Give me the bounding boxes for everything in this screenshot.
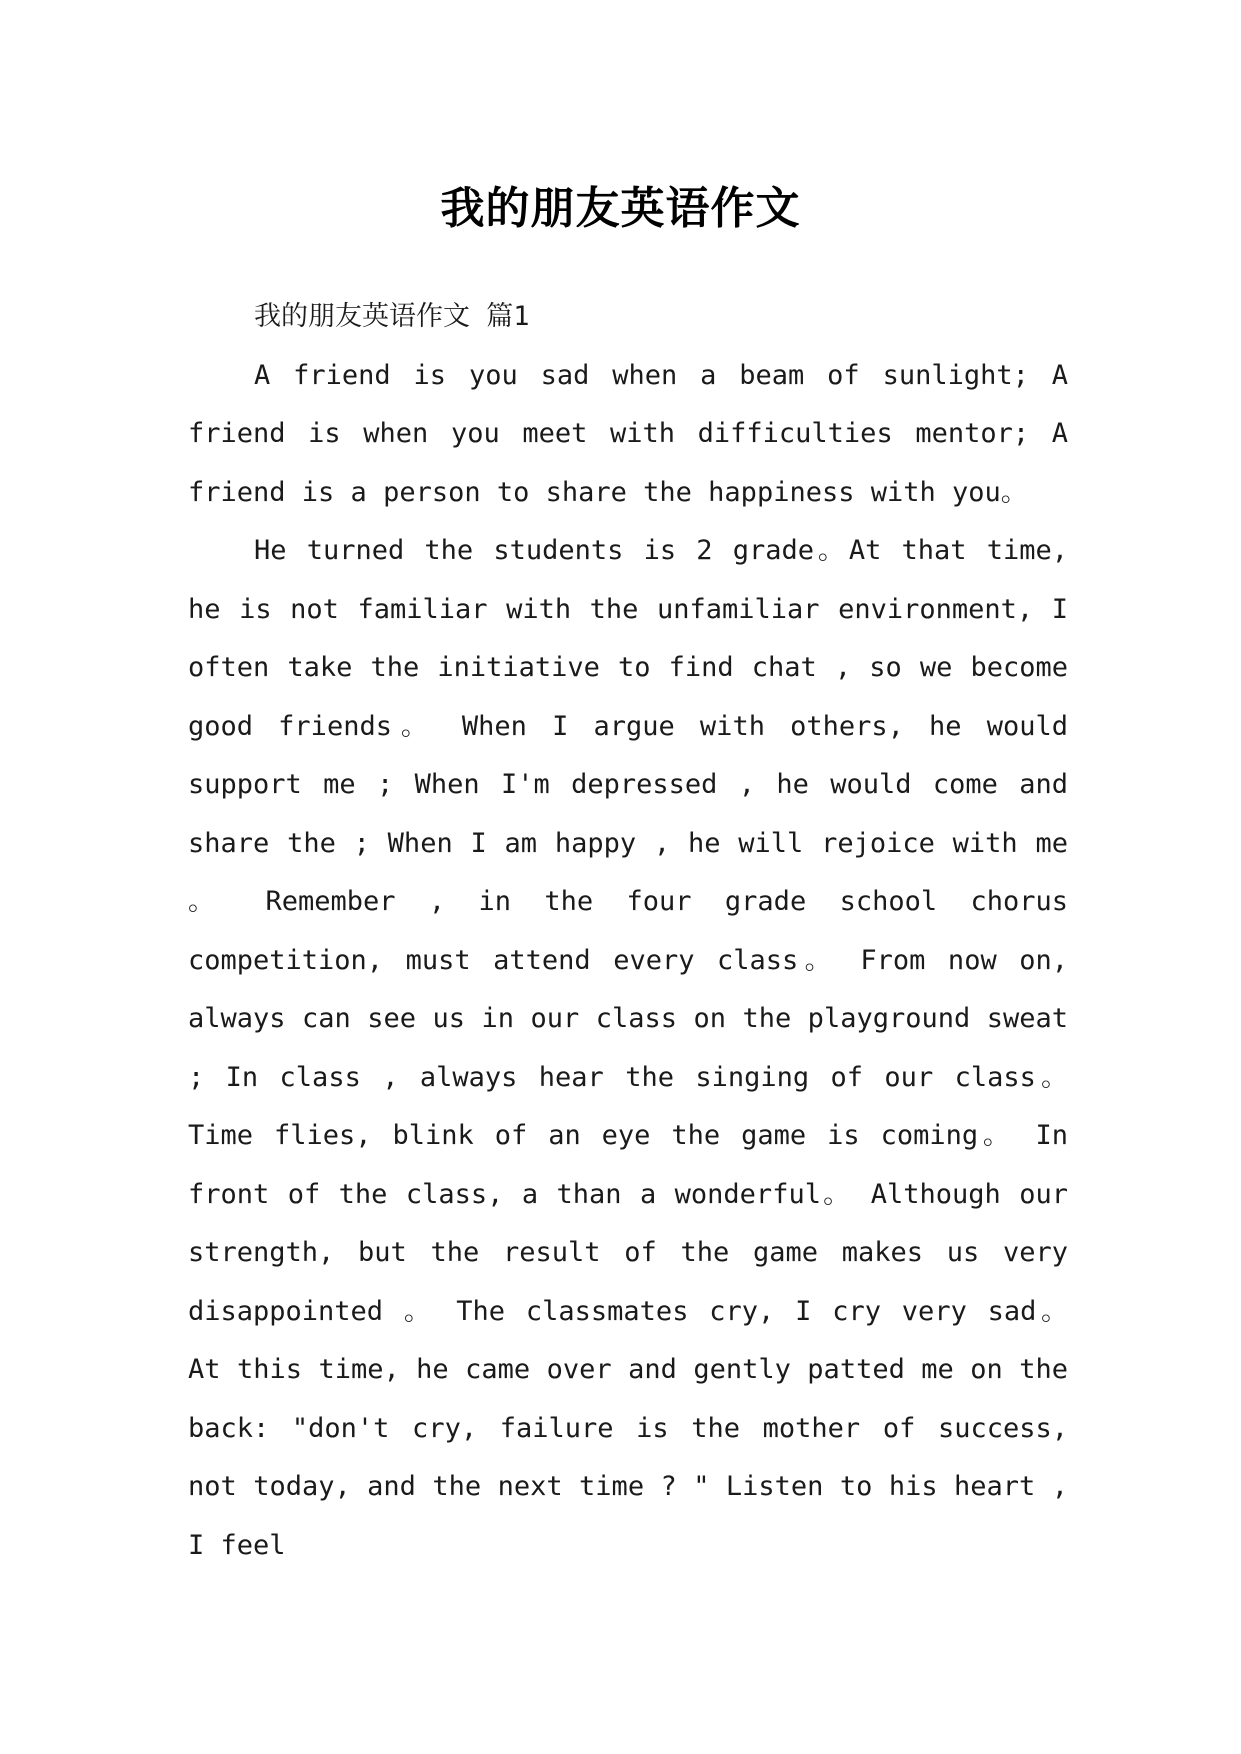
document-title: 我的朋友英语作文 [440, 183, 801, 235]
document-body [188, 288, 1068, 1575]
section-heading: 我的朋友英语作文 篇1 [254, 301, 530, 332]
paragraph-1: A friend is you sad when a beam of sunlight; A friend is when you meet with difficulties mentor; A friend is a person to share the happiness with you。 [188, 359, 1068, 508]
paragraph-2: He turned the students is 2 grade。At that time, he is not familiar with the unfamiliar environment, I often take the initiative to find chat , so we become good friends。 When I argue with others, he would support me ; When I'm depressed , he would come and share the ; When I am happy , he will rejoice with me 。 Remember , in the four grade school chorus competition, must attend every class。 From now on, always can see us in our class on the playground sweat ; In class , always hear the singing of our class。 Time flies, blink of an eye the game is coming。 In front of the class, a than a wonderful。 Although our strength, but the result of the game makes us very disappointed 。 The classmates cry, I cry very sad。 At this time, he came over and gently patted me on the back: "don't cry, failure is the mother of success, not today, and the next time ? " Listen to his heart , I feel [188, 535, 1068, 1561]
